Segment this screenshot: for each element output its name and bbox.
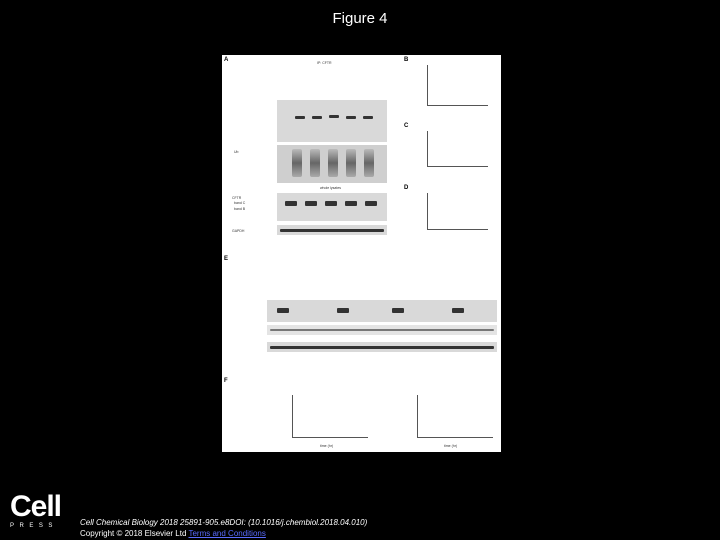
blot-e-cftr	[267, 300, 497, 322]
band-b-label: band B	[234, 207, 246, 211]
band-c-label: band C	[234, 201, 246, 205]
blot-ub	[277, 145, 387, 183]
copyright-line	[80, 529, 266, 539]
ip-label: IP: CFTR	[317, 61, 332, 65]
time-label-left: time (hr)	[320, 444, 334, 448]
figure-image	[222, 55, 501, 452]
panel-label-f: F	[224, 378, 228, 384]
panel-label-d: D	[404, 185, 409, 191]
terms-link[interactable]: Terms and Conditions	[188, 529, 266, 538]
blot-gapdh	[277, 225, 387, 235]
gapdh-label: GAPDH	[232, 229, 245, 233]
cell-press-logo	[10, 492, 70, 529]
plot-d	[427, 193, 488, 230]
cftr-label: CFTR	[232, 196, 242, 200]
plot-c	[427, 131, 488, 167]
blot-lysate	[277, 193, 387, 221]
ub-label: Ub	[234, 150, 239, 154]
citation-text: Cell Chemical Biology 2018 25891-905.e8DOI: (10.1016/j.chembiol.2018.04.010)	[80, 518, 368, 527]
plot-b	[427, 65, 488, 106]
logo-sub: PRESS	[10, 523, 58, 529]
panel-label-a: A	[224, 57, 229, 63]
panel-label-e: E	[224, 256, 229, 262]
panel-label-c: C	[404, 123, 409, 129]
blot-e-gapdh	[267, 342, 497, 352]
blot-cftr	[277, 100, 387, 142]
logo-word: Cell	[10, 490, 62, 523]
whole-lysates-label: whole lysates	[320, 186, 342, 190]
figure-title: Figure 4	[332, 10, 388, 27]
panel-label-b: B	[404, 57, 409, 63]
copyright-text: Copyright © 2018 Elsevier Ltd	[80, 529, 189, 538]
time-label-right: time (hr)	[444, 444, 458, 448]
plot-f-right	[417, 395, 493, 438]
blot-e-hsp	[267, 325, 497, 335]
plot-f-left	[292, 395, 368, 438]
